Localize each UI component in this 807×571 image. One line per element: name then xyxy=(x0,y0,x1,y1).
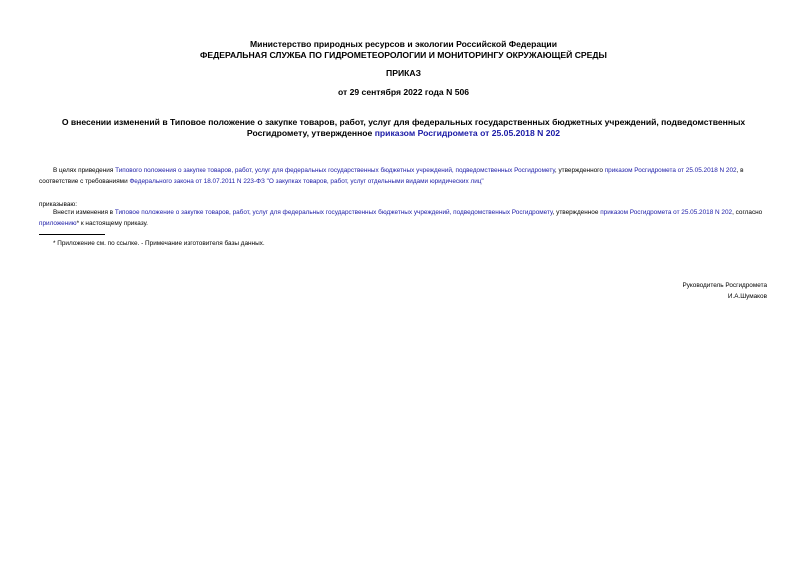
title-order-link[interactable]: приказом Росгидромета от 25.05.2018 N 202 xyxy=(374,128,561,138)
signature-position: Руководитель Росгидромета xyxy=(682,282,767,289)
document-type: ПРИКАЗ xyxy=(386,68,421,78)
typical-regulation-link-2[interactable]: Типовое положение о закупке товаров, работ, услуг для федеральных государственных бюджетных учреждений, подведомственных Росгидромету xyxy=(114,209,553,216)
service-name: ФЕДЕРАЛЬНАЯ СЛУЖБА ПО ГИДРОМЕТЕОРОЛОГИИ И МОНИТОРИНГУ ОКРУЖАЮЩЕЙ СРЕДЫ xyxy=(200,50,607,60)
ministry-name: Министерство природных ресурсов и экологии Российской Федерации xyxy=(250,39,557,49)
title-text: О внесении изменений в Типовое положение о закупке товаров, работ, услуг для федеральных государственных бюджетных учреждений, подведомственных Росгидромету, утвержденное xyxy=(61,117,746,138)
typical-regulation-link[interactable]: Типового положения о закупке товаров, работ, услуг для федеральных государственных бюджетных учреждений, подведомственных Росгидромету xyxy=(115,167,555,174)
order-text-mid: , утвержденное xyxy=(552,209,601,216)
document-title xyxy=(40,117,767,139)
order-202-link-2[interactable]: приказом Росгидромета от 25.05.2018 N 202 xyxy=(600,209,733,216)
appendix-link[interactable]: приложению xyxy=(39,219,77,227)
order-word: приказываю: xyxy=(39,201,77,208)
footnote-divider xyxy=(39,234,105,235)
federal-law-link[interactable]: Федерального закона от 18.07.2011 N 223-ФЗ "О закупках товаров, работ, услуг отдельными видами юридических лиц" xyxy=(129,177,484,185)
footnote: * Приложение см. по ссылке. - Примечание изготовителя базы данных. xyxy=(53,240,265,247)
order-text-end: * к настоящему приказу. xyxy=(76,219,148,227)
signature-name: И.А.Шумаков xyxy=(727,293,767,300)
order-202-link[interactable]: приказом Росгидромета от 25.05.2018 N 202 xyxy=(604,167,737,174)
preamble-text-start: В целях приведения xyxy=(53,167,116,174)
order-text-mid2: , согласно xyxy=(732,209,763,216)
preamble-paragraph xyxy=(39,166,769,187)
preamble-text-mid: , утвержденного xyxy=(554,167,605,174)
order-paragraph xyxy=(39,208,769,229)
preamble-text-mid2: , в соответствие с требованиями xyxy=(39,167,744,185)
document-date-number: от 29 сентября 2022 года N 506 xyxy=(337,87,470,97)
order-text-start: Внести изменения в xyxy=(53,209,115,216)
